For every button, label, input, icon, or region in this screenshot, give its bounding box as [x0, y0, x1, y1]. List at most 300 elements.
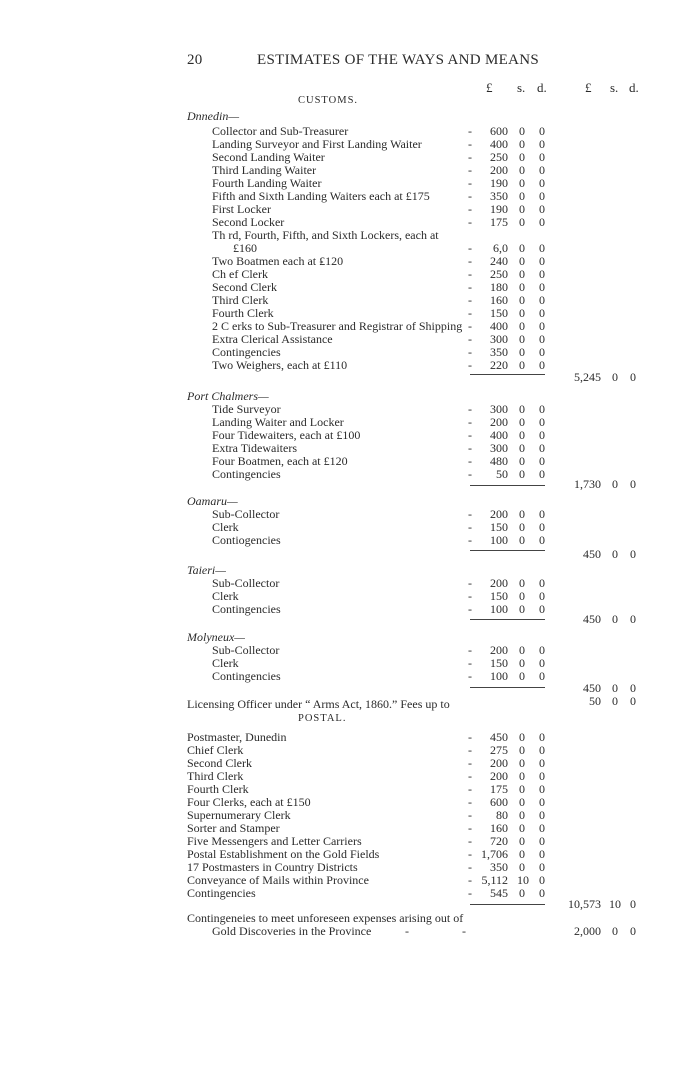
- line-item: [0, 442, 700, 455]
- item-shillings: 0: [519, 808, 525, 822]
- total-pounds: 450: [583, 547, 601, 561]
- item-pounds: 150: [490, 520, 508, 534]
- item-pence: 0: [539, 643, 545, 657]
- line-item: [0, 403, 700, 416]
- total-pounds: 450: [583, 612, 601, 626]
- item-pounds: 600: [490, 124, 508, 138]
- item-shillings: 0: [519, 576, 525, 590]
- item-pounds: 220: [490, 358, 508, 372]
- item-pounds: 200: [490, 415, 508, 429]
- line-item: [0, 203, 700, 216]
- item-label: Fourth Landing Waiter: [212, 176, 322, 190]
- line-item: [0, 590, 700, 603]
- item-shillings: 0: [519, 795, 525, 809]
- line-item: [0, 757, 700, 770]
- subtotal-taieri: [0, 613, 700, 626]
- item-shillings: 0: [519, 669, 525, 683]
- item-pounds: 400: [490, 319, 508, 333]
- leader-dash: -: [468, 860, 472, 874]
- item-label: Collector and Sub-Treasurer: [212, 124, 349, 138]
- leader-dash: -: [468, 280, 472, 294]
- item-pence: 0: [539, 821, 545, 835]
- item-label: Clerk: [212, 589, 239, 603]
- line-item: [0, 521, 700, 534]
- item-pence: 0: [539, 332, 545, 346]
- item-label: Sorter and Stamper: [187, 821, 280, 835]
- item-shillings: 0: [519, 189, 525, 203]
- leader-dash: -: [468, 358, 472, 372]
- total-pounds: 10,573: [568, 897, 601, 911]
- item-shillings: 0: [519, 293, 525, 307]
- item-shillings: 0: [519, 241, 525, 255]
- item-pounds: 545: [490, 886, 508, 900]
- line-item: [0, 744, 700, 757]
- item-pence: 0: [539, 254, 545, 268]
- item-pounds: 150: [490, 589, 508, 603]
- item-pounds: 180: [490, 280, 508, 294]
- line-item: [0, 229, 700, 242]
- item-shillings: 0: [519, 860, 525, 874]
- item-shillings: 0: [519, 215, 525, 229]
- item-pounds: 100: [490, 533, 508, 547]
- total-pence: 0: [630, 477, 636, 491]
- item-pence: 0: [539, 847, 545, 861]
- item-label: £160: [233, 241, 257, 255]
- leader-dash: -: [468, 602, 472, 616]
- total-pence: 0: [630, 370, 636, 384]
- subtotal-gold: [0, 925, 700, 938]
- section-heading-port-chalmers: Port Chalmers—: [187, 389, 269, 403]
- leader-dash: -: [468, 163, 472, 177]
- item-shillings: 0: [519, 533, 525, 547]
- item-label: Contiogencies: [212, 533, 281, 547]
- item-shillings: 0: [519, 332, 525, 346]
- item-pence: 0: [539, 358, 545, 372]
- item-pounds: 350: [490, 189, 508, 203]
- item-pounds: 400: [490, 428, 508, 442]
- item-label: Contingencies: [212, 345, 281, 359]
- item-label: Postal Establishment on the Gold Fields: [187, 847, 380, 861]
- item-label: Five Messengers and Letter Carriers: [187, 834, 362, 848]
- subtotal-licensing: [0, 695, 700, 708]
- item-shillings: 0: [519, 886, 525, 900]
- item-shillings: 0: [519, 267, 525, 281]
- item-shillings: 0: [519, 454, 525, 468]
- leader-dash: -: [468, 782, 472, 796]
- item-pence: 0: [539, 428, 545, 442]
- item-pounds: 250: [490, 267, 508, 281]
- item-pence: 0: [539, 533, 545, 547]
- leader-dash: -: [468, 756, 472, 770]
- line-item: [0, 294, 700, 307]
- line-item: [0, 874, 700, 887]
- line-item: [0, 346, 700, 359]
- item-shillings: 0: [519, 163, 525, 177]
- item-label: Clerk: [212, 520, 239, 534]
- total-pounds: 1,730: [574, 477, 601, 491]
- item-shillings: 0: [519, 137, 525, 151]
- item-label: Third Landing Waiter: [212, 163, 317, 177]
- line-item: [0, 770, 700, 783]
- line-item: [0, 577, 700, 590]
- item-pounds: 480: [490, 454, 508, 468]
- leader-dash: -: [468, 656, 472, 670]
- item-pence: 0: [539, 267, 545, 281]
- item-shillings: 0: [519, 847, 525, 861]
- line-item: [0, 333, 700, 346]
- item-pounds: 1,706: [481, 847, 508, 861]
- pence-heading-col2: d.: [629, 80, 639, 95]
- total-pounds: 50: [589, 694, 601, 708]
- item-label: Four Clerks, each at £150: [187, 795, 311, 809]
- item-pence: 0: [539, 602, 545, 616]
- total-pence: 0: [630, 681, 636, 695]
- customs-title: CUSTOMS.: [298, 95, 359, 106]
- item-pence: 0: [539, 834, 545, 848]
- leader-dash: -: [468, 345, 472, 359]
- item-label: Two Weighers, each at £110: [212, 358, 348, 372]
- item-label: Chief Clerk: [187, 743, 244, 757]
- leader-dash: -: [468, 886, 472, 900]
- page-number: 20: [187, 52, 203, 68]
- item-pence: 0: [539, 454, 545, 468]
- item-label: Contingencies: [212, 467, 281, 481]
- leader-dash: -: [462, 924, 466, 938]
- item-shillings: 0: [519, 467, 525, 481]
- leader-dash: -: [468, 124, 472, 138]
- item-pence: 0: [539, 345, 545, 359]
- total-shillings: 0: [612, 612, 618, 626]
- item-shillings: 0: [519, 428, 525, 442]
- item-shillings: 0: [519, 254, 525, 268]
- item-label: 17 Postmasters in Country Districts: [187, 860, 358, 874]
- item-pence: 0: [539, 467, 545, 481]
- leader-dash: -: [468, 189, 472, 203]
- total-pounds: 5,245: [574, 370, 601, 384]
- total-shillings: 0: [612, 547, 618, 561]
- leader-dash: -: [468, 202, 472, 216]
- line-item: [0, 320, 700, 333]
- item-pounds: 600: [490, 795, 508, 809]
- item-label: Extra Tidewaiters: [212, 441, 297, 455]
- item-pounds: 350: [490, 860, 508, 874]
- line-item: [0, 242, 700, 255]
- item-pence: 0: [539, 860, 545, 874]
- leader-dash: -: [468, 589, 472, 603]
- leader-dash: -: [468, 821, 472, 835]
- item-pounds: 300: [490, 332, 508, 346]
- item-pounds: 160: [490, 293, 508, 307]
- item-pence: 0: [539, 886, 545, 900]
- item-pounds: 200: [490, 643, 508, 657]
- item-pounds: 200: [490, 507, 508, 521]
- line-item: [0, 657, 700, 670]
- item-pence: 0: [539, 415, 545, 429]
- item-pence: 0: [539, 669, 545, 683]
- item-pounds: 350: [490, 345, 508, 359]
- item-pence: 0: [539, 589, 545, 603]
- pounds-heading-col2: £: [585, 80, 592, 95]
- line-item: [0, 455, 700, 468]
- item-pence: 0: [539, 576, 545, 590]
- total-shillings: 0: [612, 681, 618, 695]
- item-label: Fifth and Sixth Landing Waiters each at £175: [212, 189, 430, 203]
- leader-dash: -: [468, 428, 472, 442]
- item-shillings: 0: [519, 441, 525, 455]
- total-pence: 0: [630, 694, 636, 708]
- line-item: [0, 534, 700, 547]
- item-pence: 0: [539, 769, 545, 783]
- item-pence: 0: [539, 280, 545, 294]
- item-pounds: 5,112: [481, 873, 508, 887]
- leader-dash: -: [468, 669, 472, 683]
- leader-dash: -: [468, 293, 472, 307]
- total-pence: 0: [630, 924, 636, 938]
- item-label: Landing Waiter and Locker: [212, 415, 344, 429]
- line-item: [0, 644, 700, 657]
- item-label: Postmaster, Dunedin: [187, 730, 287, 744]
- leader-dash: -: [468, 150, 472, 164]
- item-pence: 0: [539, 730, 545, 744]
- leader-dash: -: [468, 176, 472, 190]
- item-label: Fourth Clerk: [187, 782, 249, 796]
- item-pounds: 300: [490, 441, 508, 455]
- section-heading-molyneux: Molyneux—: [187, 630, 245, 644]
- item-pounds: 190: [490, 176, 508, 190]
- total-shillings: 0: [612, 924, 618, 938]
- item-shillings: 0: [519, 769, 525, 783]
- item-shillings: 0: [519, 176, 525, 190]
- item-pence: 0: [539, 124, 545, 138]
- item-pounds: 175: [490, 215, 508, 229]
- postal-title: POSTAL.: [298, 713, 347, 724]
- leader-dash: -: [468, 743, 472, 757]
- item-shillings: 0: [519, 821, 525, 835]
- leader-dash: -: [468, 576, 472, 590]
- leader-dash: -: [468, 834, 472, 848]
- leader-dash: -: [468, 215, 472, 229]
- leader-dash: -: [468, 533, 472, 547]
- line-item: [0, 731, 700, 744]
- total-pence: 0: [630, 547, 636, 561]
- leader-dash: -: [405, 924, 409, 938]
- line-item: [0, 164, 700, 177]
- item-pence: 0: [539, 795, 545, 809]
- item-pence: 0: [539, 137, 545, 151]
- item-pounds: 450: [490, 730, 508, 744]
- total-pounds: 2,000: [574, 924, 601, 938]
- item-label: Contingencies: [212, 602, 281, 616]
- item-pounds: 190: [490, 202, 508, 216]
- item-label: Ch ef Clerk: [212, 267, 268, 281]
- line-item: [0, 809, 700, 822]
- item-pence: 0: [539, 507, 545, 521]
- item-shillings: 0: [519, 602, 525, 616]
- item-label: Licensing Officer under “ Arms Act, 1860.” Fees up to: [187, 697, 450, 711]
- leader-dash: -: [468, 454, 472, 468]
- item-pence: 0: [539, 873, 545, 887]
- item-shillings: 0: [519, 643, 525, 657]
- item-pence: 0: [539, 782, 545, 796]
- total-shillings: 0: [612, 694, 618, 708]
- item-pence: 0: [539, 163, 545, 177]
- pence-heading-col1: d.: [537, 80, 547, 95]
- leader-dash: -: [468, 306, 472, 320]
- line-item: [0, 783, 700, 796]
- item-pence: 0: [539, 319, 545, 333]
- item-pounds: 200: [490, 769, 508, 783]
- leader-dash: -: [468, 730, 472, 744]
- item-label: Supernumerary Clerk: [187, 808, 291, 822]
- item-label: Landing Surveyor and First Landing Waiter: [212, 137, 422, 151]
- item-pounds: 80: [496, 808, 508, 822]
- item-pounds: 720: [490, 834, 508, 848]
- item-pence: 0: [539, 402, 545, 416]
- item-pence: 0: [539, 215, 545, 229]
- item-shillings: 0: [519, 782, 525, 796]
- item-shillings: 0: [519, 202, 525, 216]
- item-pence: 0: [539, 293, 545, 307]
- item-label: Contingencies: [187, 886, 256, 900]
- shillings-heading-col1: s.: [517, 80, 526, 95]
- item-label: Four Boatmen, each at £120: [212, 454, 348, 468]
- item-label: Sub-Collector: [212, 507, 280, 521]
- line-item: [0, 255, 700, 268]
- item-pounds: 175: [490, 782, 508, 796]
- leader-dash: -: [468, 847, 472, 861]
- item-pounds: 200: [490, 576, 508, 590]
- item-pence: 0: [539, 176, 545, 190]
- leader-dash: -: [468, 873, 472, 887]
- leader-dash: -: [468, 137, 472, 151]
- item-label: Contingeneies to meet unforeseen expenses arising out of: [187, 911, 464, 925]
- page-title: ESTIMATES OF THE WAYS AND MEANS: [257, 52, 539, 68]
- item-label: First Locker: [212, 202, 271, 216]
- item-pence: 0: [539, 202, 545, 216]
- item-pounds: 150: [490, 306, 508, 320]
- item-shillings: 0: [519, 834, 525, 848]
- item-label: Th rd, Fourth, Fifth, and Sixth Lockers, each at: [212, 228, 439, 242]
- item-pounds: 200: [490, 756, 508, 770]
- item-label: Second Clerk: [187, 756, 252, 770]
- leader-dash: -: [468, 643, 472, 657]
- item-label: Sub-Collector: [212, 643, 280, 657]
- line-item: [0, 508, 700, 521]
- item-label: Conveyance of Mails within Province: [187, 873, 369, 887]
- item-label: 2 C erks to Sub-Treasurer and Registrar of Shipping: [212, 319, 463, 333]
- item-shillings: 10: [517, 873, 529, 887]
- section-heading-taieri: Taieri—: [187, 563, 226, 577]
- item-pounds: 300: [490, 402, 508, 416]
- leader-dash: -: [468, 267, 472, 281]
- line-item: [0, 268, 700, 281]
- leader-dash: -: [468, 520, 472, 534]
- item-shillings: 0: [519, 756, 525, 770]
- item-pence: 0: [539, 306, 545, 320]
- item-pence: 0: [539, 150, 545, 164]
- line-item: [0, 151, 700, 164]
- shillings-heading-col2: s.: [610, 80, 619, 95]
- item-shillings: 0: [519, 402, 525, 416]
- item-shillings: 0: [519, 415, 525, 429]
- leader-dash: -: [468, 402, 472, 416]
- item-pence: 0: [539, 808, 545, 822]
- leader-dash: -: [468, 507, 472, 521]
- line-item: [0, 138, 700, 151]
- item-pounds: 6,0: [493, 241, 508, 255]
- item-pounds: 275: [490, 743, 508, 757]
- total-shillings: 0: [612, 370, 618, 384]
- leader-dash: -: [468, 467, 472, 481]
- line-item: [0, 796, 700, 809]
- item-pence: 0: [539, 743, 545, 757]
- leader-dash: -: [468, 769, 472, 783]
- item-pounds: 150: [490, 656, 508, 670]
- total-shillings: 10: [609, 897, 621, 911]
- item-pence: 0: [539, 241, 545, 255]
- leader-dash: -: [468, 441, 472, 455]
- item-shillings: 0: [519, 319, 525, 333]
- item-shillings: 0: [519, 743, 525, 757]
- item-pounds: 160: [490, 821, 508, 835]
- leader-dash: -: [468, 319, 472, 333]
- leader-dash: -: [468, 795, 472, 809]
- item-shillings: 0: [519, 589, 525, 603]
- section-heading-dunedin: Dnnedin—: [187, 109, 239, 123]
- item-pence: 0: [539, 189, 545, 203]
- item-label: Fourth Clerk: [212, 306, 274, 320]
- subtotal-postal: [0, 898, 700, 911]
- item-label: Clerk: [212, 656, 239, 670]
- item-shillings: 0: [519, 507, 525, 521]
- item-label: Gold Discoveries in the Province: [212, 924, 372, 938]
- item-label: Contingencies: [212, 669, 281, 683]
- item-pence: 0: [539, 520, 545, 534]
- item-pounds: 100: [490, 669, 508, 683]
- item-shillings: 0: [519, 730, 525, 744]
- section-heading-oamaru: Oamaru—: [187, 494, 238, 508]
- subtotal-dunedin: [0, 371, 700, 384]
- item-shillings: 0: [519, 280, 525, 294]
- item-label: Second Clerk: [212, 280, 277, 294]
- leader-dash: -: [468, 415, 472, 429]
- item-label: Third Clerk: [212, 293, 269, 307]
- item-pounds: 240: [490, 254, 508, 268]
- item-pence: 0: [539, 441, 545, 455]
- line-item: [0, 429, 700, 442]
- total-pence: 0: [630, 897, 636, 911]
- total-pounds: 450: [583, 681, 601, 695]
- leader-dash: -: [468, 241, 472, 255]
- item-label: Four Tidewaiters, each at £100: [212, 428, 361, 442]
- subtotal-port-chalmers: [0, 478, 700, 491]
- item-label: Two Boatmen each at ₤120: [212, 254, 344, 268]
- total-shillings: 0: [612, 477, 618, 491]
- item-shillings: 0: [519, 520, 525, 534]
- item-shillings: 0: [519, 345, 525, 359]
- line-item: [0, 281, 700, 294]
- item-pounds: 100: [490, 602, 508, 616]
- item-label: Third Clerk: [187, 769, 244, 783]
- leader-dash: -: [468, 808, 472, 822]
- item-pounds: 250: [490, 150, 508, 164]
- total-pence: 0: [630, 612, 636, 626]
- item-label: Second Landing Waiter: [212, 150, 325, 164]
- item-label: Tide Surveyor: [212, 402, 281, 416]
- line-item: [0, 190, 700, 203]
- item-shillings: 0: [519, 306, 525, 320]
- item-pounds: 50: [496, 467, 508, 481]
